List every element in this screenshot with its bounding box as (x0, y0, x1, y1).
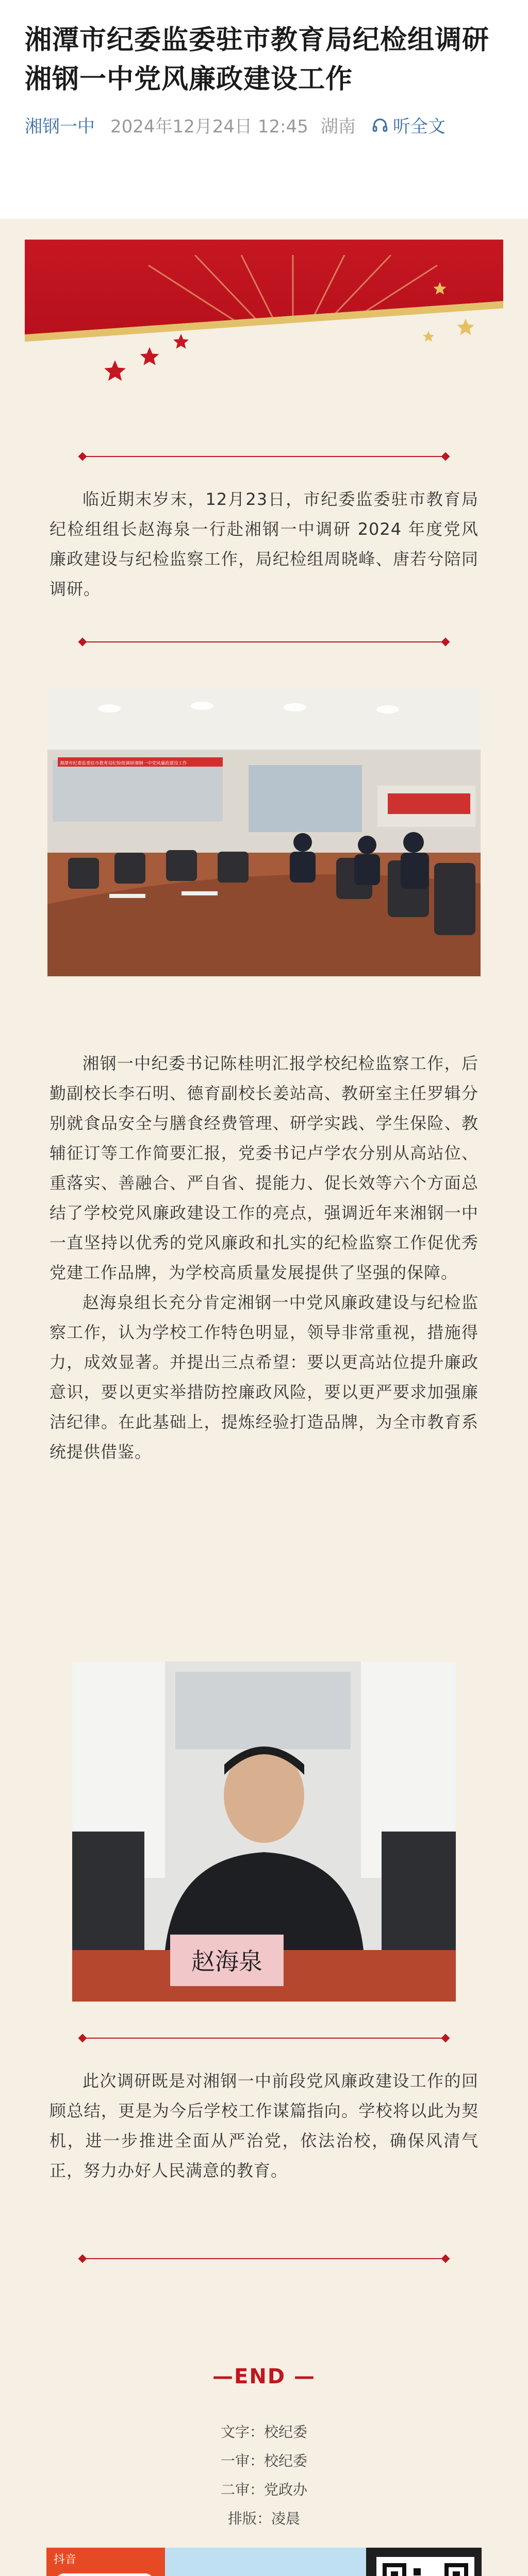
headphones-icon (371, 116, 389, 134)
promo-illustration (46, 2548, 482, 2576)
credit-second-review: 二审：党政办 (220, 2481, 307, 2498)
credits (0, 2418, 528, 2533)
meeting-photo (47, 688, 481, 976)
listen-button[interactable] (371, 112, 446, 138)
conclusion-text: 此次调研既是对湘钢一中前段党风廉政建设工作的回顾总结，更是为今后学校工作谋篇指向。学校将以此为契机，进一步推进全面从严治党，依法治校，确保风清气正，努力办好人民满意的教育。 (50, 2071, 478, 2180)
credit-layout: 排版：凌晨 (227, 2510, 300, 2527)
credit-first-review: 一审：校纪委 (220, 2452, 307, 2469)
intro-paragraph (50, 484, 478, 604)
article-meta (25, 112, 503, 138)
speaker-illustration (72, 1662, 456, 2002)
end-marker: —END — (212, 2365, 316, 2388)
header-banner-image (25, 240, 503, 430)
section-divider (82, 2038, 446, 2039)
publish-date: 2024年12月24日 12:45 (110, 116, 308, 137)
section-divider (82, 456, 446, 457)
douyin-label: 抖音 (54, 2553, 77, 2566)
article-title: 湘潭市纪委监委驻市教育局纪检组调研湘钢一中党风廉政建设工作 (25, 25, 490, 95)
douyin-promo-banner[interactable] (46, 2548, 482, 2576)
credit-writer: 文字：校纪委 (220, 2424, 307, 2441)
gold-star-icon (455, 317, 476, 337)
gold-star-icon (422, 330, 435, 343)
speaker-photo (72, 1662, 456, 2002)
red-star-icon (172, 332, 190, 351)
publish-location: 湖南 (320, 116, 356, 137)
intro-text: 临近期末岁末，12月23日，市纪委监委驻市教育局纪检组组长赵海泉一行赴湘钢一中调研 2024 年度党风廉政建设与纪检监察工作，局纪检组周晓峰、唐若兮陪同调研。 (50, 489, 478, 599)
section-divider (82, 2258, 446, 2259)
body-paragraphs (50, 1048, 478, 1467)
red-star-icon (138, 345, 161, 368)
name-plate: 赵海泉 (191, 1947, 262, 1975)
red-star-icon (102, 358, 128, 384)
body-paragraph-1: 湘钢一中纪委书记陈桂明汇报学校纪检监察工作，后勤副校长李石明、德育副校长姜站高、教研室主任罗辑分别就食品安全与膳食经费管理、研学实践、学生保险、教辅征订等工作简要汇报，党委书记卢学农分别从高站位、重落实、善融合、严自省、提能力、促长效等六个方面总结了学校党风廉政建设工作的亮点，强调近年来湘钢一中一直坚持以优秀的党风廉政和扎实的纪检监察工作促优秀党建工作品牌，为学校高质量发展提供了坚强的保障。 (50, 1054, 478, 1282)
conclusion-paragraph (50, 2066, 478, 2185)
account-name-link[interactable]: 湘钢一中 (25, 116, 95, 137)
meeting-banner-text: 湘潭市纪委监委驻市教育局纪检组调研湘钢一中党风廉政建设工作 (60, 761, 187, 766)
article-body (0, 219, 528, 2576)
meeting-room-illustration (47, 688, 481, 976)
body-paragraph-2: 赵海泉组长充分肯定湘钢一中党风廉政建设与纪检监察工作，认为学校工作特色明显，领导非常重视，措施得力，成效显著。并提出三点希望：要以更高站位提升廉政意识，要以更实举措防控廉政风险，要以更严要求加强廉洁纪律。在此基础上，提炼经验打造品牌，为全市教育系统提供借鉴。 (50, 1293, 478, 1462)
gold-star-icon (432, 281, 448, 296)
section-divider (82, 641, 446, 642)
article-header (0, 0, 528, 219)
listen-label: 听全文 (392, 116, 446, 137)
